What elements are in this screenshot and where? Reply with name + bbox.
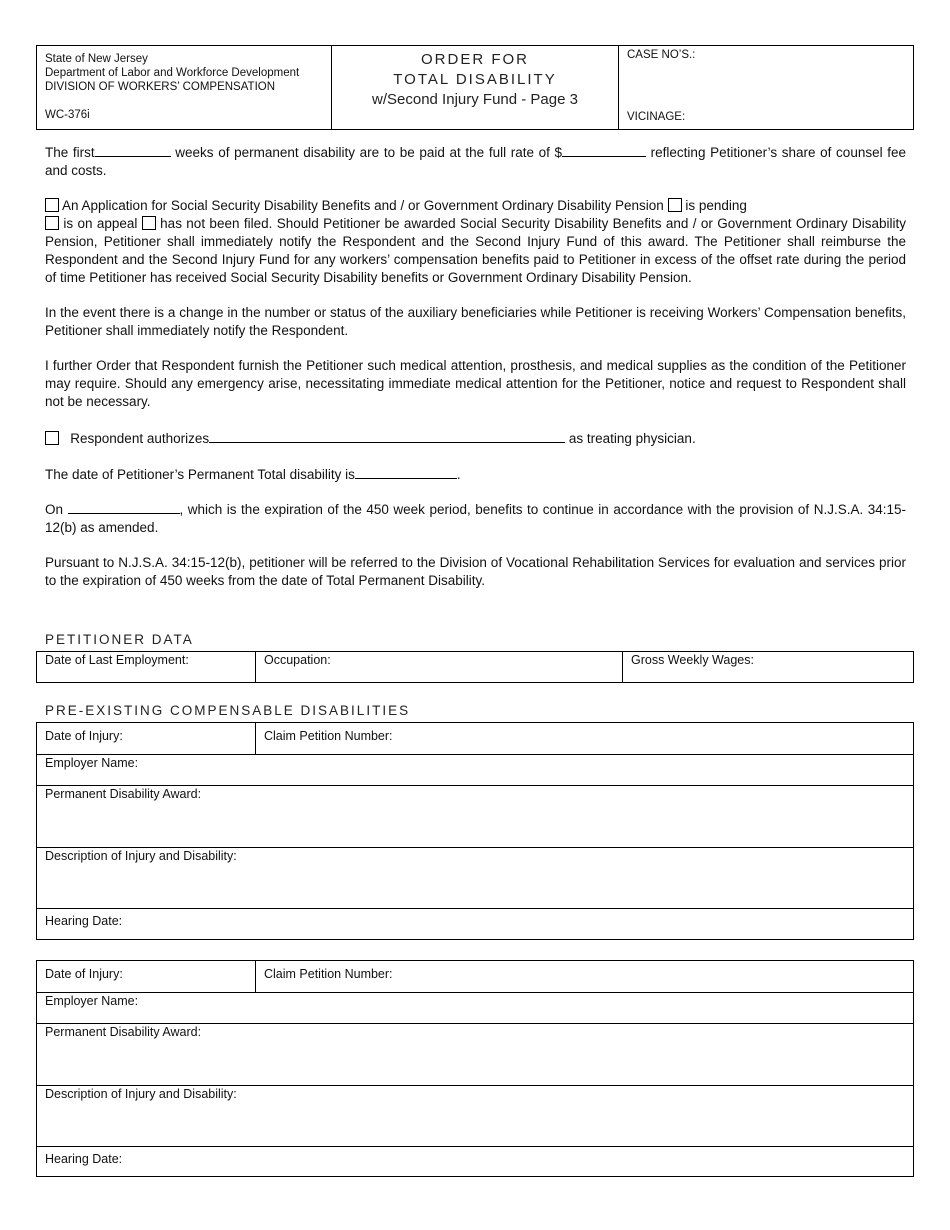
paragraph-vocational: Pursuant to N.J.S.A. 34:15-12(b), petitioner will be referred to the Division of Vocational Rehabilitation Services for evaluation and services prior to the expiration of 450 weeks from the date of Total Permanent Disability. (45, 555, 906, 588)
hearing-date-field[interactable]: Hearing Date: (45, 1152, 123, 1166)
petitioner-data-heading: PETITIONER DATA (45, 632, 194, 647)
title-line-1: ORDER FOR (421, 51, 529, 68)
date-of-injury-field[interactable]: Date of Injury: (45, 729, 123, 743)
paragraph-physician: Respondent authorizes as treating physician. (45, 429, 906, 448)
pre-existing-table-2 (36, 960, 914, 1177)
table-row (37, 961, 913, 993)
case-nos-label: CASE NO’S.: (627, 49, 696, 61)
not-filed-checkbox[interactable] (142, 216, 156, 230)
pending-checkbox[interactable] (668, 198, 682, 212)
form-number: WC-376i (45, 109, 90, 121)
gross-weekly-wages-field[interactable]: Gross Weekly Wages: (622, 652, 913, 682)
table-row (37, 993, 913, 1024)
petitioner-data-table (36, 651, 914, 683)
physician-checkbox[interactable] (45, 431, 59, 445)
hearing-date-field[interactable]: Hearing Date: (45, 914, 123, 928)
title-line-3: w/Second Injury Fund - Page 3 (372, 91, 578, 108)
form-header (36, 45, 914, 130)
state-name: State of New Jersey (45, 53, 148, 65)
vicinage-label: VICINAGE: (627, 111, 686, 123)
table-row (37, 786, 913, 848)
pre-existing-heading: PRE-EXISTING COMPENSABLE DISABILITIES (45, 703, 411, 718)
employer-name-field[interactable]: Employer Name: (45, 756, 139, 770)
paragraph-disability-date: The date of Petitioner’s Permanent Total disability is . (45, 467, 461, 482)
rate-blank[interactable] (562, 143, 646, 157)
expiration-date-blank[interactable] (68, 500, 180, 514)
title-line-2: TOTAL DISABILITY (393, 71, 557, 88)
occupation-field[interactable]: Occupation: (255, 652, 622, 682)
description-field[interactable]: Description of Injury and Disability: (45, 849, 237, 863)
claim-petition-number-field[interactable]: Claim Petition Number: (255, 961, 913, 992)
agency-block (37, 46, 332, 129)
description-field[interactable]: Description of Injury and Disability: (45, 1087, 237, 1101)
table-row (37, 723, 913, 755)
table-row (37, 1086, 913, 1147)
disability-date-blank[interactable] (355, 465, 457, 479)
department-name: Department of Labor and Workforce Development (45, 67, 300, 79)
paragraph-medical: I further Order that Respondent furnish the Petitioner such medical attention, prosthesis, and medical supplies as the condition of the Petitioner may require. Should any emergency arise, necessitating immediate medical attention for the Petitioner, notice and request to Respondent shall not be necessary. (45, 358, 906, 409)
division-name: DIVISION OF WORKERS’ COMPENSATION (45, 81, 276, 93)
form-title (332, 46, 619, 129)
table-row (37, 1024, 913, 1086)
paragraph-auxiliary: In the event there is a change in the number or status of the auxiliary beneficiaries while Petitioner is receiving Workers’ Compensation benefits, Petitioner shall immediately notify the Respondent. (45, 305, 906, 338)
appeal-checkbox[interactable] (45, 216, 59, 230)
table-row (37, 755, 913, 786)
date-of-injury-field[interactable]: Date of Injury: (45, 967, 123, 981)
physician-blank[interactable] (209, 429, 565, 443)
date-last-employment-field[interactable]: Date of Last Employment: (45, 653, 189, 667)
paragraph-social-security: An Application for Social Security Disability Benefits and / or Government Ordinary Disability Pension is pending is on appeal has not been filed. Should Petitioner be awarded Social Security Disability Benefits and / or Government Ordinary Disability Pension, Petitioner shall immediately notify the Respondent and the Second Injury Fund of this award. The Petitioner shall reimburse the Respondent and the Second Injury Fund for any workers’ compensation benefits paid to Petitioner in excess of the offset rate during the period of time Petitioner has received Social Security Disability benefits or Government Ordinary Disability Pension. (45, 198, 906, 285)
table-row (37, 848, 913, 909)
pre-existing-table-1 (36, 722, 914, 940)
table-row (37, 909, 913, 939)
paragraph-weeks-rate: The first weeks of permanent disability are to be paid at the full rate of $ reflecting Petitioner’s share of counsel fee and costs. (45, 145, 906, 178)
weeks-blank[interactable] (95, 143, 171, 157)
table-row (37, 1147, 913, 1176)
employer-name-field[interactable]: Employer Name: (45, 994, 139, 1008)
permanent-disability-award-field[interactable]: Permanent Disability Award: (45, 1025, 202, 1039)
application-checkbox[interactable] (45, 198, 59, 212)
petitioner-row (37, 652, 913, 682)
claim-petition-number-field[interactable]: Claim Petition Number: (255, 723, 913, 754)
case-info[interactable] (619, 46, 913, 129)
permanent-disability-award-field[interactable]: Permanent Disability Award: (45, 787, 202, 801)
paragraph-expiration: On , which is the expiration of the 450 week period, benefits to continue in accordance with the provision of N.J.S.A. 34:15-12(b) as amended. (45, 502, 906, 535)
